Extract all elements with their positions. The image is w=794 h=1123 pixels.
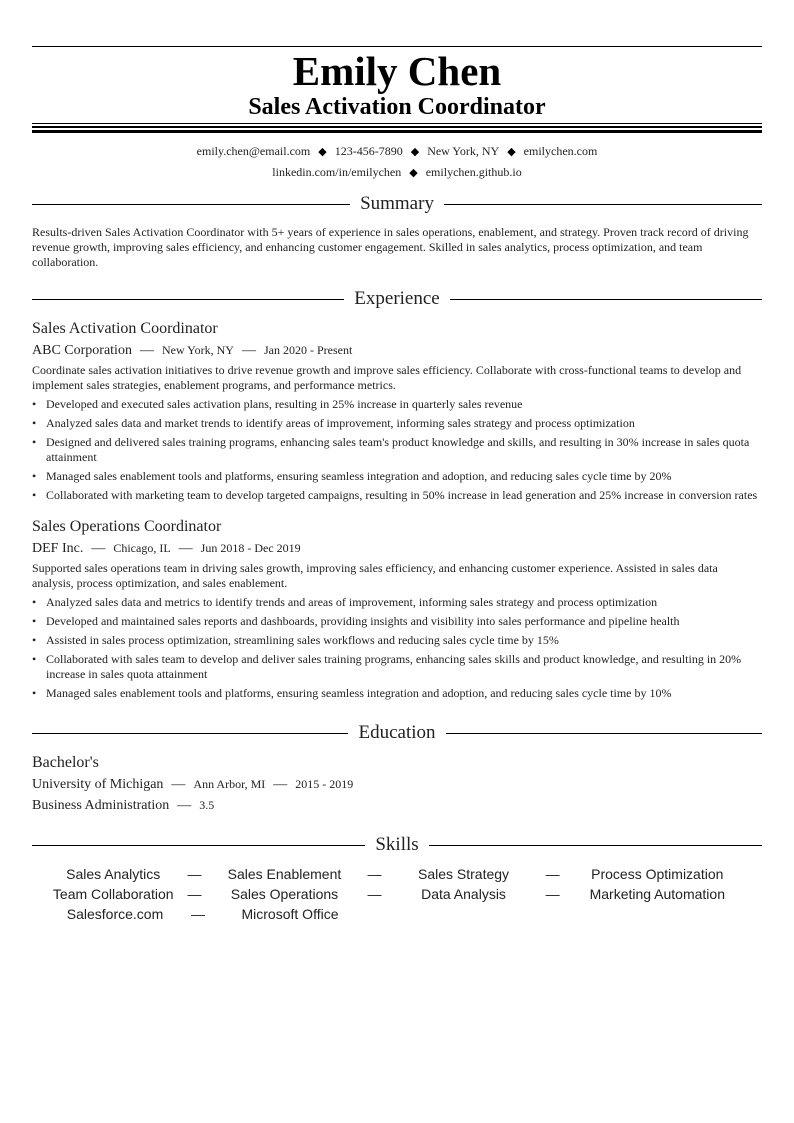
bullet-icon: • xyxy=(32,416,37,430)
skills-row xyxy=(32,885,762,905)
contact-github[interactable]: emilychen.github.io xyxy=(425,165,522,179)
bullet-icon: • xyxy=(32,633,37,647)
bullet-icon: • xyxy=(32,652,37,666)
contact-location: New York, NY xyxy=(427,144,500,158)
skill-item: Marketing Automation xyxy=(589,886,725,902)
skill-separator: — xyxy=(187,866,202,882)
list-item: • Collaborated with sales team to develop and deliver sales training programs, enhancing sales skills and product knowledge, and resulting in 20% increase in sales quota attainment xyxy=(32,652,742,681)
skill-separator: — xyxy=(545,866,560,882)
job-company: ABC Corporation xyxy=(32,343,132,358)
diamond-separator-icon: ◆ xyxy=(409,167,418,179)
bullet-icon: • xyxy=(32,686,37,700)
bullet-icon: • xyxy=(32,397,37,411)
list-item: • Collaborated with marketing team to develop targeted campaigns, resulting in 50% increase in lead generation and 25% increase in conversion rates xyxy=(32,488,758,502)
header-bottom-rule xyxy=(32,123,762,133)
skills-row xyxy=(32,905,762,925)
bullet-icon: • xyxy=(32,595,37,609)
job-description: Supported sales operations team in driving sales growth, improving sales efficiency, and enhancing customer experience. Assisted in sales data analysis, process optimization, and sales enablement. xyxy=(32,561,718,590)
job-bullets xyxy=(32,595,762,701)
experience-entry xyxy=(32,319,762,507)
skills-row xyxy=(32,865,762,885)
skill-separator: — xyxy=(187,886,202,902)
skill-item: Data Analysis xyxy=(421,886,506,902)
skills-grid xyxy=(32,865,762,925)
contact-email[interactable]: emily.chen@email.com xyxy=(196,144,311,158)
experience-entry xyxy=(32,517,762,705)
job-location: New York, NY xyxy=(161,343,234,357)
list-item: • Analyzed sales data and metrics to identify trends and areas of improvement, informing sales strategy and process optimization xyxy=(32,595,658,609)
summary-text: Results-driven Sales Activation Coordinator with 5+ years of experience in sales operations, enablement, and strategy. Proven track record of driving revenue growth, improving sales efficiency, and enhancing customer engagement. Skilled in sales analytics, process optimization, and team collaboration. xyxy=(32,225,749,269)
skill-item: Sales Strategy xyxy=(418,866,510,882)
contact-phone[interactable]: 123-456-7890 xyxy=(334,144,403,158)
skill-item: Sales Operations xyxy=(230,886,339,902)
job-meta: ABC Corporation — New York, NY — Jan 2020 - Present xyxy=(32,343,353,358)
contact-website[interactable]: emilychen.com xyxy=(523,144,598,158)
header-top-rule xyxy=(32,46,762,47)
section-title-skills: Skills xyxy=(375,834,419,855)
edu-years: 2015 - 2019 xyxy=(295,777,354,791)
edu-location: Ann Arbor, MI xyxy=(193,777,266,791)
skill-item: Microsoft Office xyxy=(241,906,339,922)
skill-separator: — xyxy=(367,886,382,902)
job-description: Coordinate sales activation initiatives to drive revenue growth and improve sales efficiency. Collaborate with cross-functional teams to develop and implement sales strategies, enablement programs, and performance metrics. xyxy=(32,363,742,392)
section-title-education: Education xyxy=(358,722,436,743)
experience-section-header xyxy=(32,287,762,311)
bullet-icon: • xyxy=(32,614,37,628)
education-section-header xyxy=(32,721,762,745)
candidate-name: Emily Chen xyxy=(292,48,502,94)
education-entry xyxy=(32,753,762,815)
contact-linkedin[interactable]: linkedin.com/in/emilychen xyxy=(272,165,402,179)
list-item: • Designed and delivered sales training programs, enhancing sales team's product knowledge and skills, and resulting in 30% increase in sales quota attainment xyxy=(32,435,750,464)
skill-separator: — xyxy=(367,866,382,882)
job-bullets xyxy=(32,397,762,503)
job-dates: Jan 2020 - Present xyxy=(263,343,353,357)
job-company: DEF Inc. xyxy=(32,541,84,556)
section-title-experience: Experience xyxy=(354,288,440,309)
job-title: Sales Activation Coordinator xyxy=(32,320,218,337)
list-item: • Assisted in sales process optimization, streamlining sales workflows and reducing sales cycle time by 15% xyxy=(32,633,559,647)
diamond-separator-icon: ◆ xyxy=(507,146,516,158)
list-item: • Analyzed sales data and market trends to identify areas of improvement, informing sales strategy and process optimization xyxy=(32,416,635,430)
skill-separator: — xyxy=(191,906,205,922)
edu-field-line: Business Administration — 3.5 xyxy=(32,798,215,813)
summary-section-header xyxy=(32,192,762,216)
skill-item: Sales Analytics xyxy=(66,866,161,882)
diamond-separator-icon: ◆ xyxy=(410,146,420,158)
bullet-icon: • xyxy=(32,488,37,502)
bullet-icon: • xyxy=(32,435,37,449)
contact-line-2 xyxy=(32,164,762,181)
job-meta: DEF Inc. — Chicago, IL — Jun 2018 - Dec 2019 xyxy=(32,541,301,556)
skill-item: Team Collaboration xyxy=(52,886,174,902)
skill-item: Sales Enablement xyxy=(227,866,342,882)
skill-separator: — xyxy=(545,886,560,902)
list-item: • Developed and maintained sales reports and dashboards, providing insights and visibility into sales performance and pipeline health xyxy=(32,614,680,628)
edu-school: University of Michigan xyxy=(32,777,164,792)
edu-gpa: 3.5 xyxy=(199,798,215,812)
edu-school-line: University of Michigan — Ann Arbor, MI — 2015 - 2019 xyxy=(32,777,354,792)
skills-section-header xyxy=(32,833,762,857)
list-item: • Managed sales enablement tools and platforms, ensuring seamless integration and adoption, and reducing sales cycle time by 20% xyxy=(32,469,672,483)
diamond-separator-icon: ◆ xyxy=(318,146,327,158)
job-dates: Jun 2018 - Dec 2019 xyxy=(200,541,301,555)
section-title-summary: Summary xyxy=(360,193,434,214)
skill-item: Process Optimization xyxy=(591,866,724,882)
list-item: • Developed and executed sales activation plans, resulting in 25% increase in quarterly sales revenue xyxy=(32,397,523,411)
candidate-role: Sales Activation Coordinator xyxy=(248,94,546,120)
list-item: • Managed sales enablement tools and platforms, ensuring seamless integration and adoption, and reducing sales cycle time by 10% xyxy=(32,686,672,700)
contact-line-1 xyxy=(32,143,762,160)
edu-field: Business Administration xyxy=(32,798,170,813)
job-location: Chicago, IL xyxy=(113,541,171,555)
job-title: Sales Operations Coordinator xyxy=(32,518,222,535)
edu-degree: Bachelor's xyxy=(32,754,99,771)
bullet-icon: • xyxy=(32,469,37,483)
skill-item: Salesforce.com xyxy=(66,906,164,922)
